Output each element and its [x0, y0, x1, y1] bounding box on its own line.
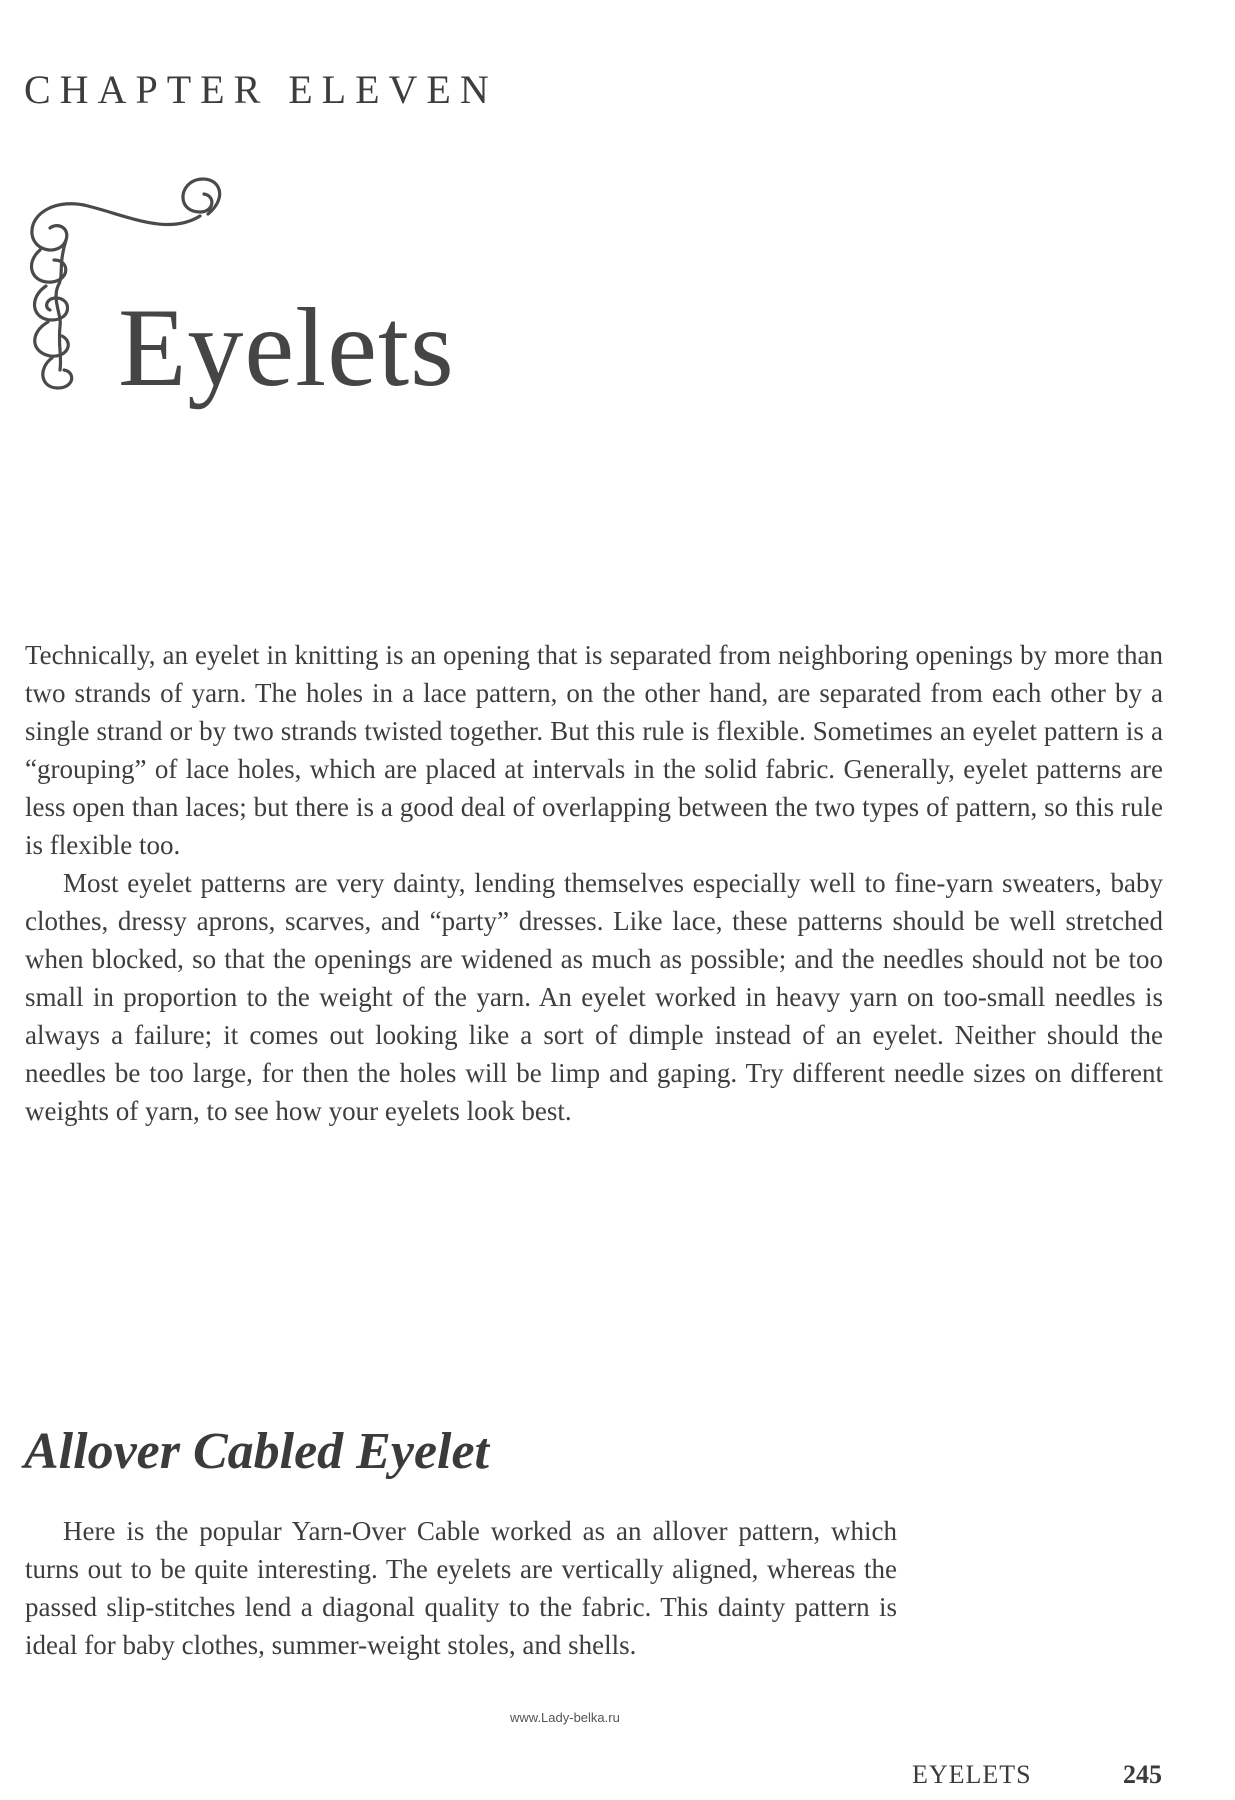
- running-footer: [912, 1760, 1032, 1790]
- section-text: [25, 1512, 897, 1664]
- section-paragraph: Here is the popular Yarn-Over Cable worked as an allover pattern, which turns out to be quite interesting. The eyelets are vertically aligned, whereas the passed slip-stitches lend a diagonal quality to the fabric. This dainty pattern is ideal for baby clothes, summer-weight stoles, and shells.: [25, 1516, 897, 1660]
- running-title: EYELETS: [912, 1760, 1032, 1789]
- section-heading: Allover Cabled Eyelet: [24, 1423, 490, 1480]
- chapter-label: CHAPTER ELEVEN: [24, 67, 498, 112]
- intro-paragraph: Most eyelet patterns are very dainty, lending themselves especially well to fine-yarn sweaters, baby clothes, dressy aprons, scarves, and “party” dresses. Like lace, these patterns should be well stretched when blocked, so that the openings are widened as much as possible; and the needles should not be too small in proportion to the weight of the yarn. An eyelet worked in heavy yarn on too-small needles is always a failure; it comes out looking like a sort of dimple instead of an eyelet. Neither should the needles be too large, for then the holes will be limp and gaping. Try different needle sizes on different weights of yarn, to see how your eyelets look best.: [25, 868, 1163, 1126]
- intro-paragraph: Technically, an eyelet in knitting is an opening that is separated from neighboring openings by more than two strands of yarn. The holes in a lace pattern, on the other hand, are separated from each other by a single strand or by two strands twisted together. But this rule is flexible. Sometimes an eyelet pattern is a “grouping” of lace holes, which are placed at intervals in the solid fabric. Generally, eyelet patterns are less open than laces; but there is a good deal of overlapping between the two types of pattern, so this rule is flexible too.: [25, 640, 1163, 860]
- intro-text: [25, 636, 1163, 1130]
- page-number: 245: [1123, 1760, 1162, 1789]
- chapter-title: Eyelets: [118, 286, 455, 410]
- watermark: www.Lady-belka.ru: [510, 1710, 620, 1725]
